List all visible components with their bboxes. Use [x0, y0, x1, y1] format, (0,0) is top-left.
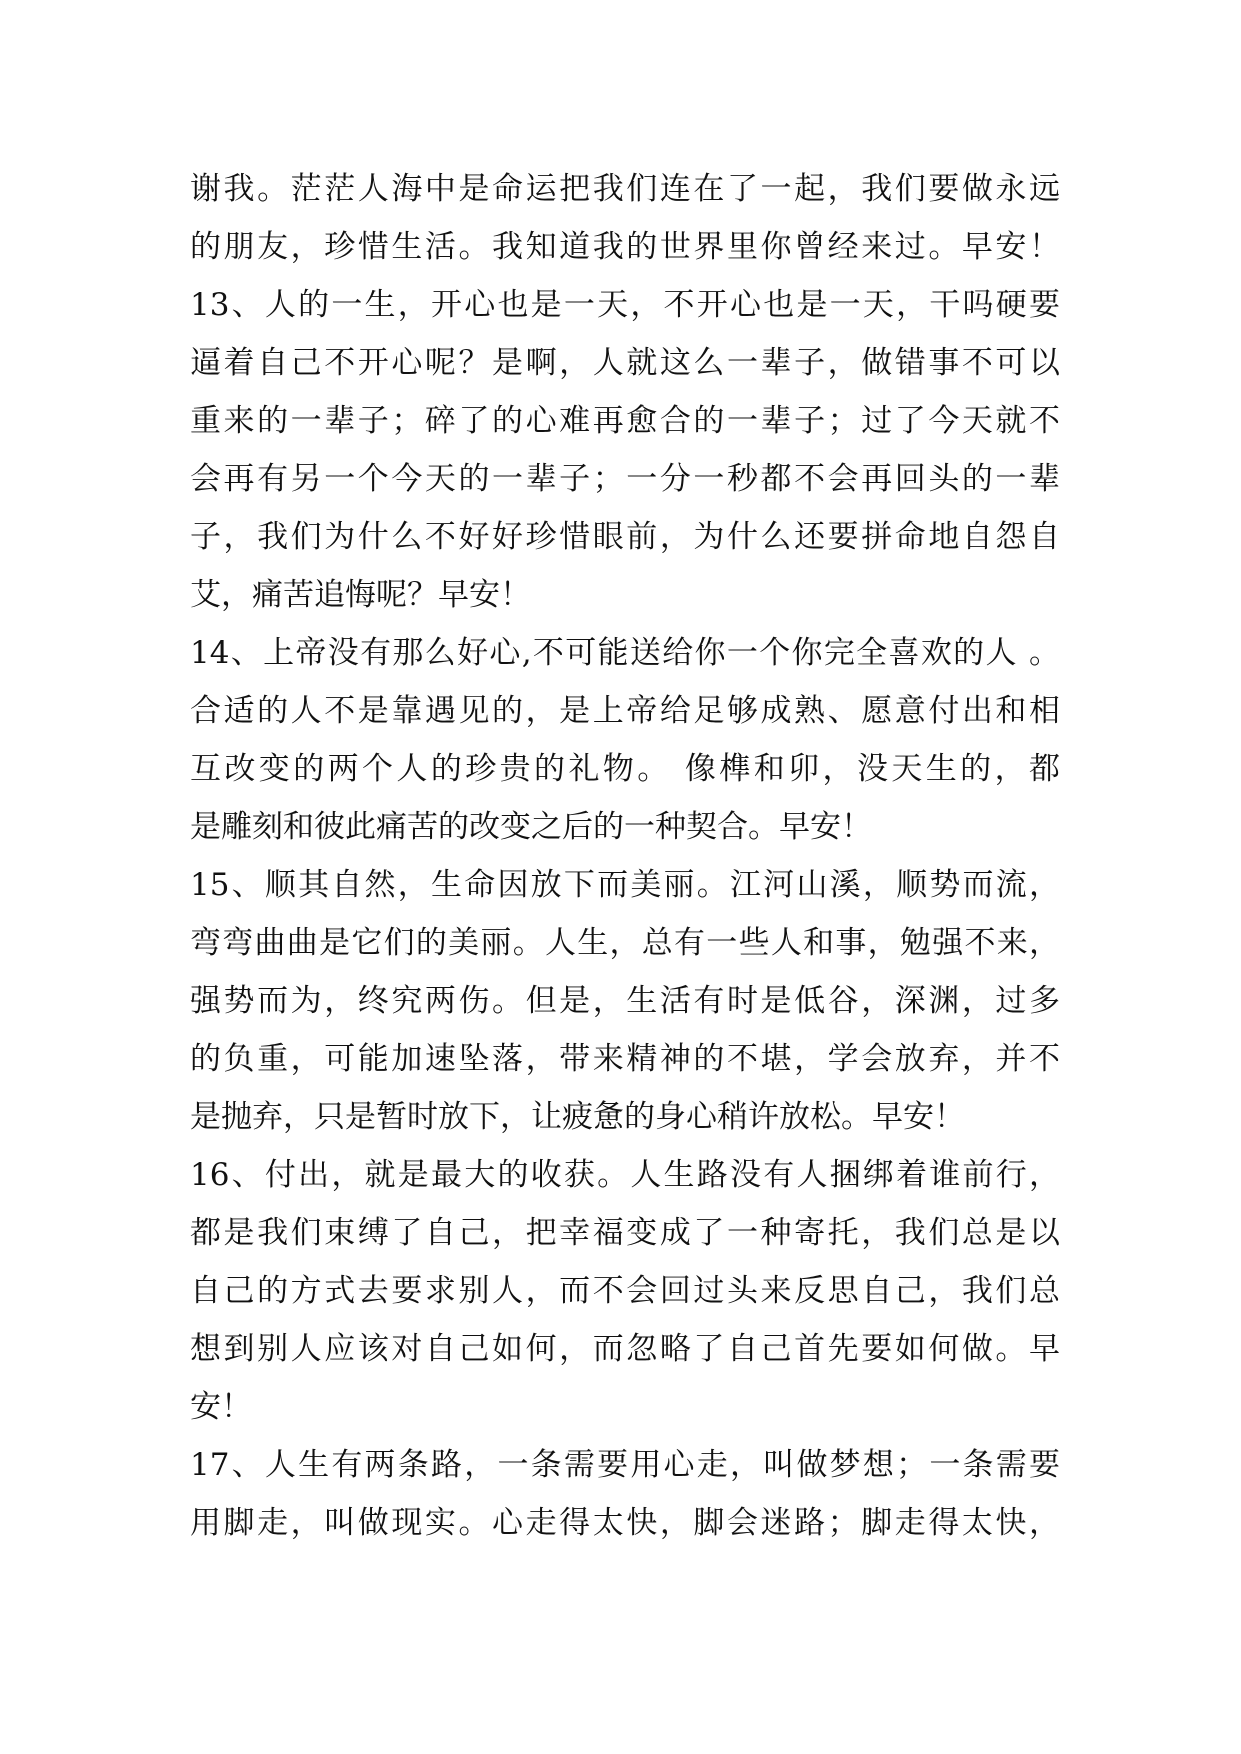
document-body: [190, 160, 1060, 1552]
text-line: 用脚走，叫做现实。心走得太快，脚会迷路；脚走得太快，: [190, 1505, 1060, 1541]
text-line: 安！: [190, 1389, 252, 1425]
text-line: 会再有另一个今天的一辈子；一分一秒都不会再回头的一辈: [190, 461, 1060, 497]
text-line: 子，我们为什么不好好珍惜眼前，为什么还要拼命地自怨自: [190, 519, 1060, 555]
text-line: 的朋友，珍惜生活。我知道我的世界里你曾经来过。早安！: [190, 229, 1060, 265]
text-line: 重来的一辈子；碎了的心难再愈合的一辈子；过了今天就不: [190, 403, 1060, 439]
text-line: 是雕刻和彼此痛苦的改变之后的一种契合。早安！: [190, 809, 872, 845]
text-line: 强势而为，终究两伤。但是，生活有时是低谷，深渊，过多: [190, 983, 1060, 1019]
text-line: 艾，痛苦追悔呢？早安！: [190, 577, 531, 613]
text-line: 逼着自己不开心呢？是啊，人就这么一辈子，做错事不可以: [190, 345, 1060, 381]
text-line: 17、人生有两条路，一条需要用心走，叫做梦想；一条需要: [190, 1447, 1060, 1483]
text-line: 的负重，可能加速坠落，带来精神的不堪，学会放弃，并不: [190, 1041, 1060, 1077]
text-line: 自己的方式去要求别人，而不会回过头来反思自己，我们总: [190, 1273, 1060, 1309]
text-line: 14、上帝没有那么好心,不可能送给你一个你完全喜欢的人 。: [190, 635, 1060, 671]
text-line: 谢我。茫茫人海中是命运把我们连在了一起，我们要做永远: [190, 171, 1060, 207]
text-line: 想到别人应该对自己如何，而忽略了自己首先要如何做。早: [190, 1331, 1060, 1367]
text-line: 都是我们束缚了自己，把幸福变成了一种寄托，我们总是以: [190, 1215, 1060, 1251]
text-line: 13、人的一生，开心也是一天，不开心也是一天，干吗硬要: [190, 287, 1060, 323]
text-line: 15、顺其自然，生命因放下而美丽。江河山溪，顺势而流，: [190, 867, 1060, 903]
text-line: 互改变的两个人的珍贵的礼物。 像榫和卯，没天生的，都: [190, 751, 1060, 787]
text-line: 是抛弃，只是暂时放下，让疲惫的身心稍许放松。早安！: [190, 1099, 965, 1135]
text-line: 合适的人不是靠遇见的，是上帝给足够成熟、愿意付出和相: [190, 693, 1060, 729]
text-line: 16、付出，就是最大的收获。人生路没有人捆绑着谁前行，: [190, 1157, 1060, 1193]
text-line: 弯弯曲曲是它们的美丽。人生，总有一些人和事，勉强不来，: [190, 925, 1060, 961]
